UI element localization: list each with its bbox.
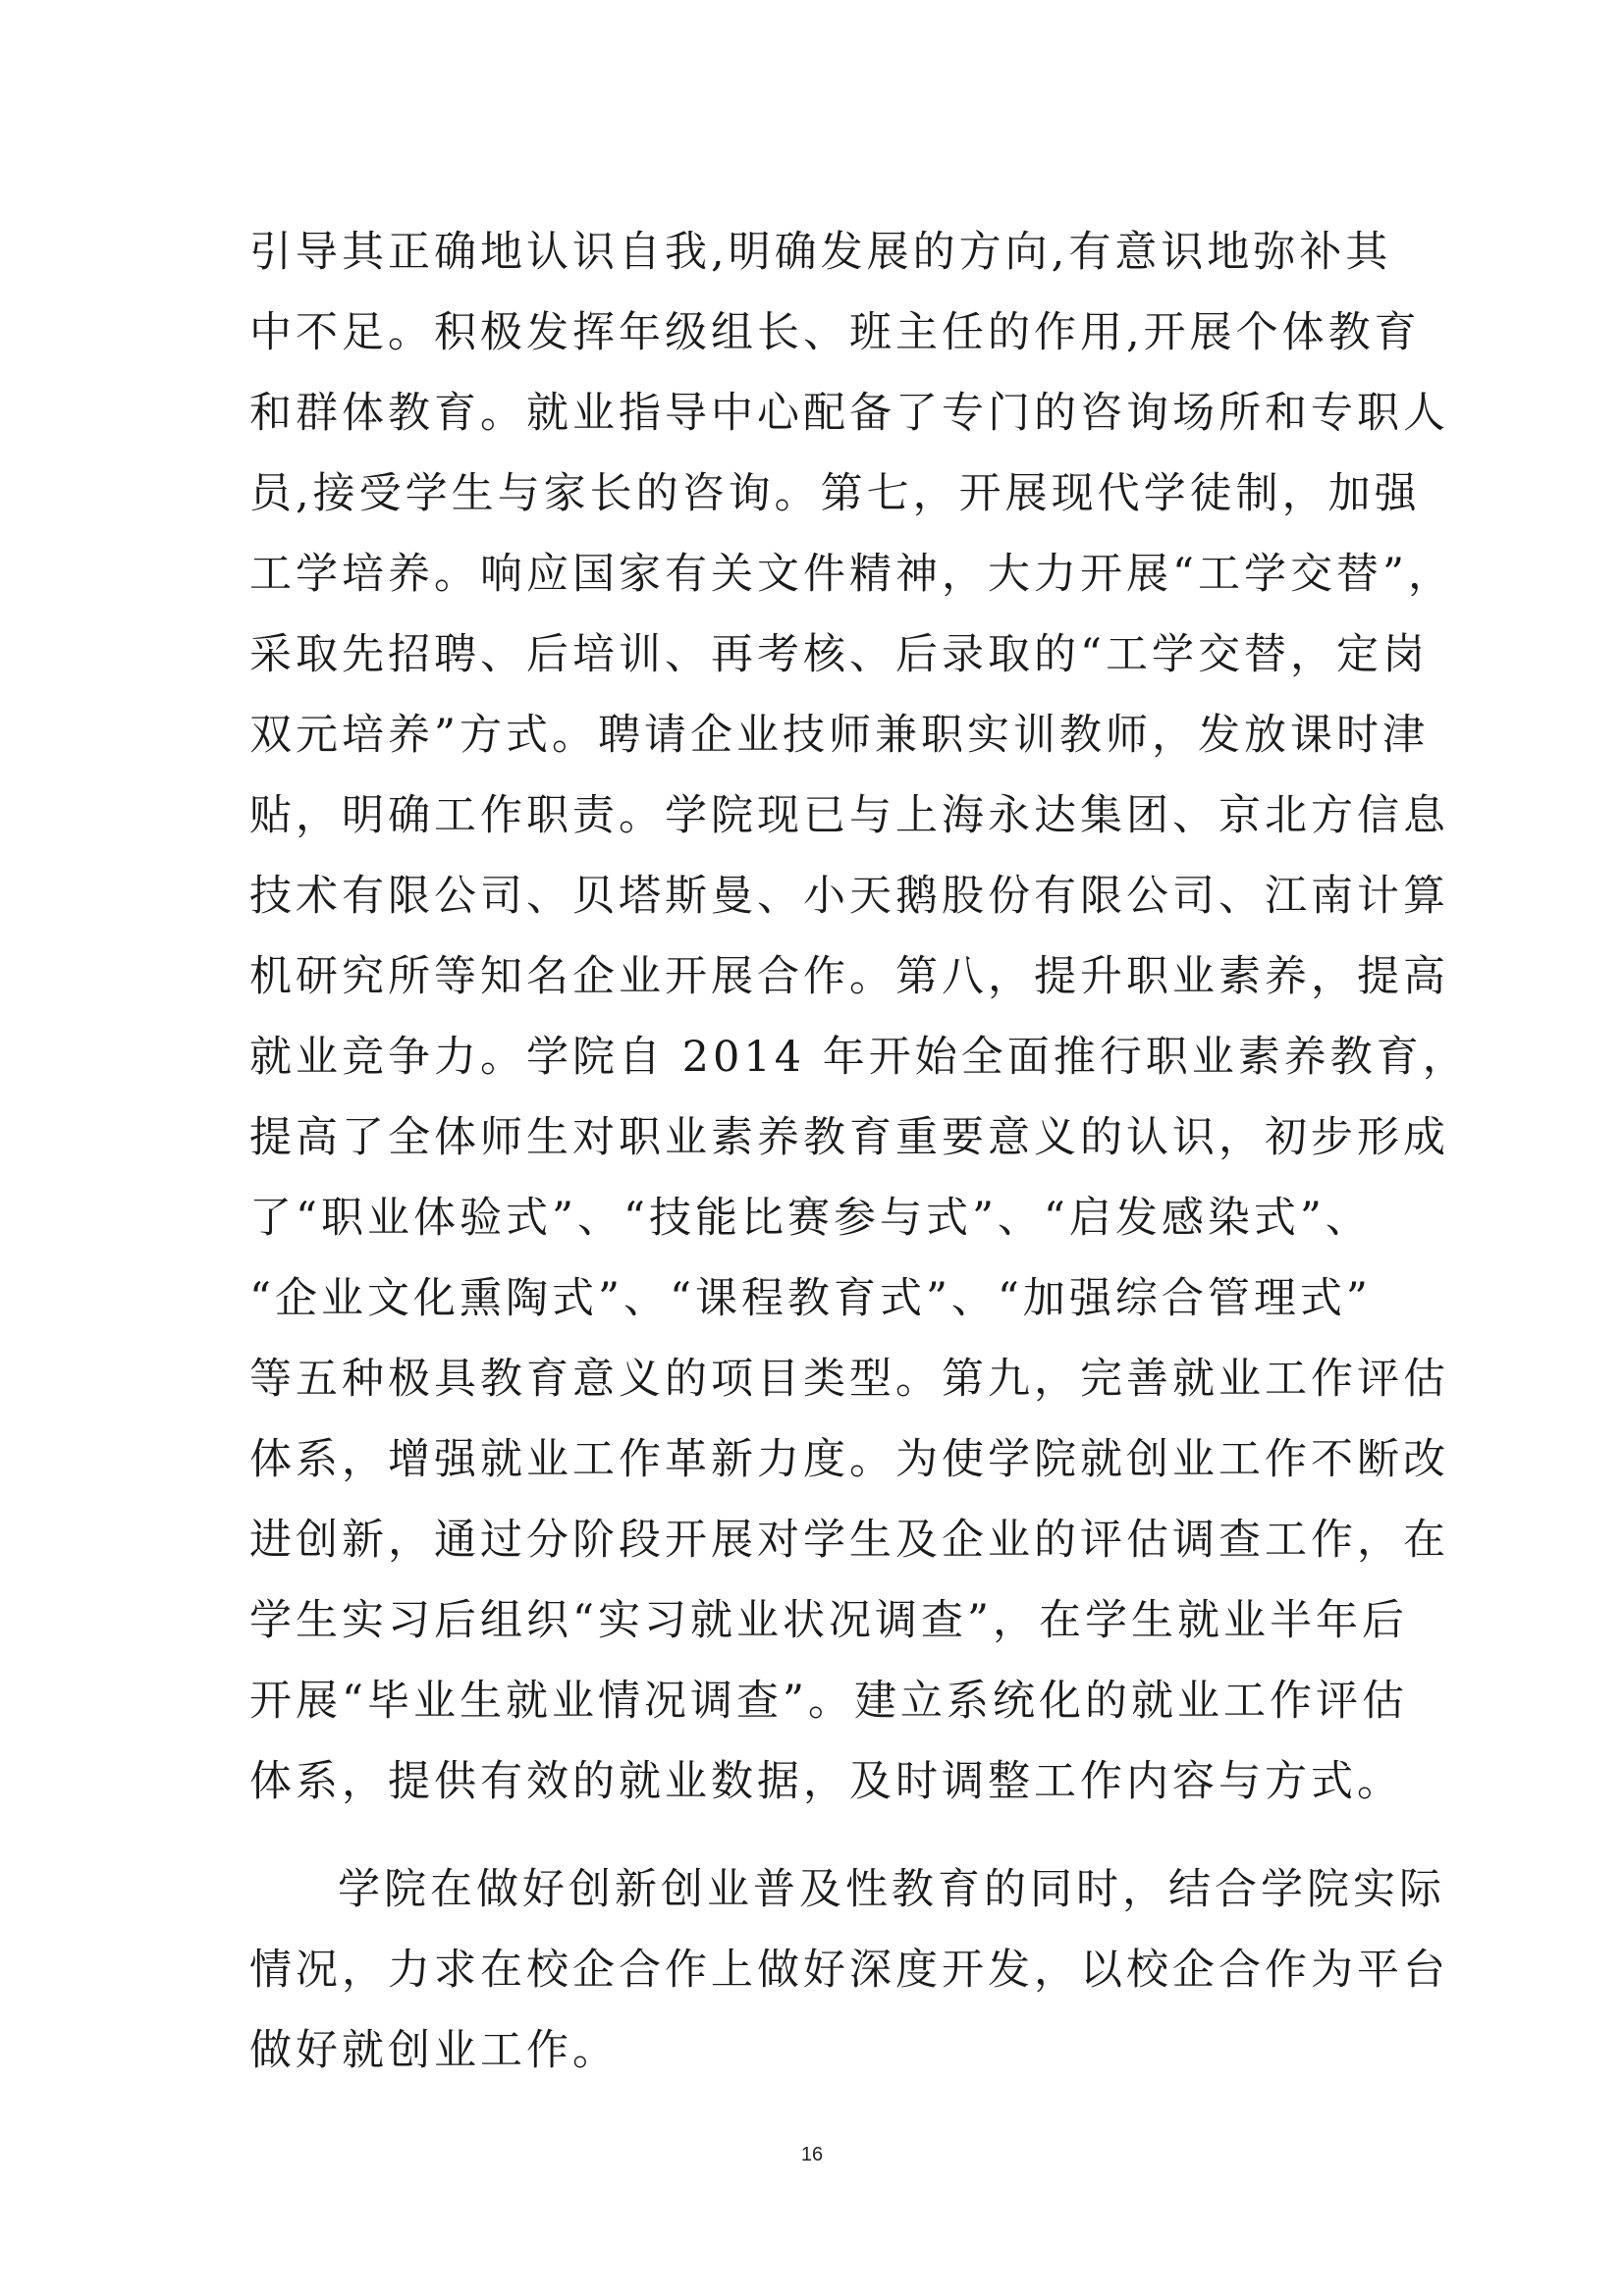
text-line: 机研究所等知名企业开展合作。第八，提升职业素养，提高 xyxy=(249,952,1449,1001)
text-line: 体系，提供有效的就业数据，及时调整工作内容与方式。 xyxy=(249,1757,1403,1806)
text-line: 技术有限公司、贝塔斯曼、小天鹅股份有限公司、江南计算 xyxy=(249,872,1449,921)
text-line: 等五种极具教育意义的项目类型。第九，完善就业工作评估 xyxy=(249,1355,1449,1404)
text-line: 引导其正确地认识自我,明确发展的方向,有意识地弥补其 xyxy=(249,228,1392,277)
text-line: “企业文化熏陶式”、“课程教育式”、“加强综合管理式” xyxy=(249,1274,1372,1323)
paragraph-1 xyxy=(249,212,1469,1822)
text-line: 开展“毕业生就业情况调查”。建立系统化的就业工作评估 xyxy=(249,1677,1408,1726)
text-line: 体系，增强就业工作革新力度。为使学院就创业工作不断改 xyxy=(249,1435,1449,1484)
text-line: 双元培养”方式。聘请企业技师兼职实训教师，发放课时津 xyxy=(249,711,1429,760)
text-line: 情况，力求在校企合作上做好深度开发，以校企合作为平台 xyxy=(249,1946,1449,1995)
page-number: 16 xyxy=(800,2144,824,2165)
paragraph-2 xyxy=(249,1849,1449,2091)
text-line: 和群体教育。就业指导中心配备了专门的咨询场所和专职人 xyxy=(249,389,1449,438)
text-line: 员,接受学生与家长的咨询。第七，开展现代学徒制，加强 xyxy=(249,469,1421,518)
text-line: 进创新，通过分阶段开展对学生及企业的评估调查工作，在 xyxy=(249,1516,1449,1565)
text-line: 提高了全体师生对职业素养教育重要意义的认识，初步形成 xyxy=(249,1113,1449,1162)
text-line: 中不足。积极发挥年级组长、班主任的作用,开展个体教育 xyxy=(249,308,1421,357)
text-line: 做好就创业工作。 xyxy=(249,2026,619,2075)
text-line: 了“职业体验式”、“技能比赛参与式”、“启发感染式”、 xyxy=(249,1194,1372,1243)
text-line: 工学培养。响应国家有关文件精神，大力开展“工学交替”， xyxy=(249,550,1454,599)
text-line: 学生实习后组织“实习就业状况调查”，在学生就业半年后 xyxy=(249,1596,1408,1645)
text-line: 就业竞争力。学院自 2014 年开始全面推行职业素养教育， xyxy=(249,1033,1469,1082)
text-line: 贴，明确工作职责。学院现已与上海永达集团、京北方信息 xyxy=(249,791,1449,840)
text-line: 学院在做好创新创业普及性教育的同时，结合学院实际 xyxy=(338,1865,1445,1914)
text-line: 采取先招聘、后培训、再考核、后录取的“工学交替，定岗 xyxy=(249,630,1429,679)
body-text xyxy=(249,212,1469,2091)
paragraph-spacer xyxy=(249,1822,1393,1849)
